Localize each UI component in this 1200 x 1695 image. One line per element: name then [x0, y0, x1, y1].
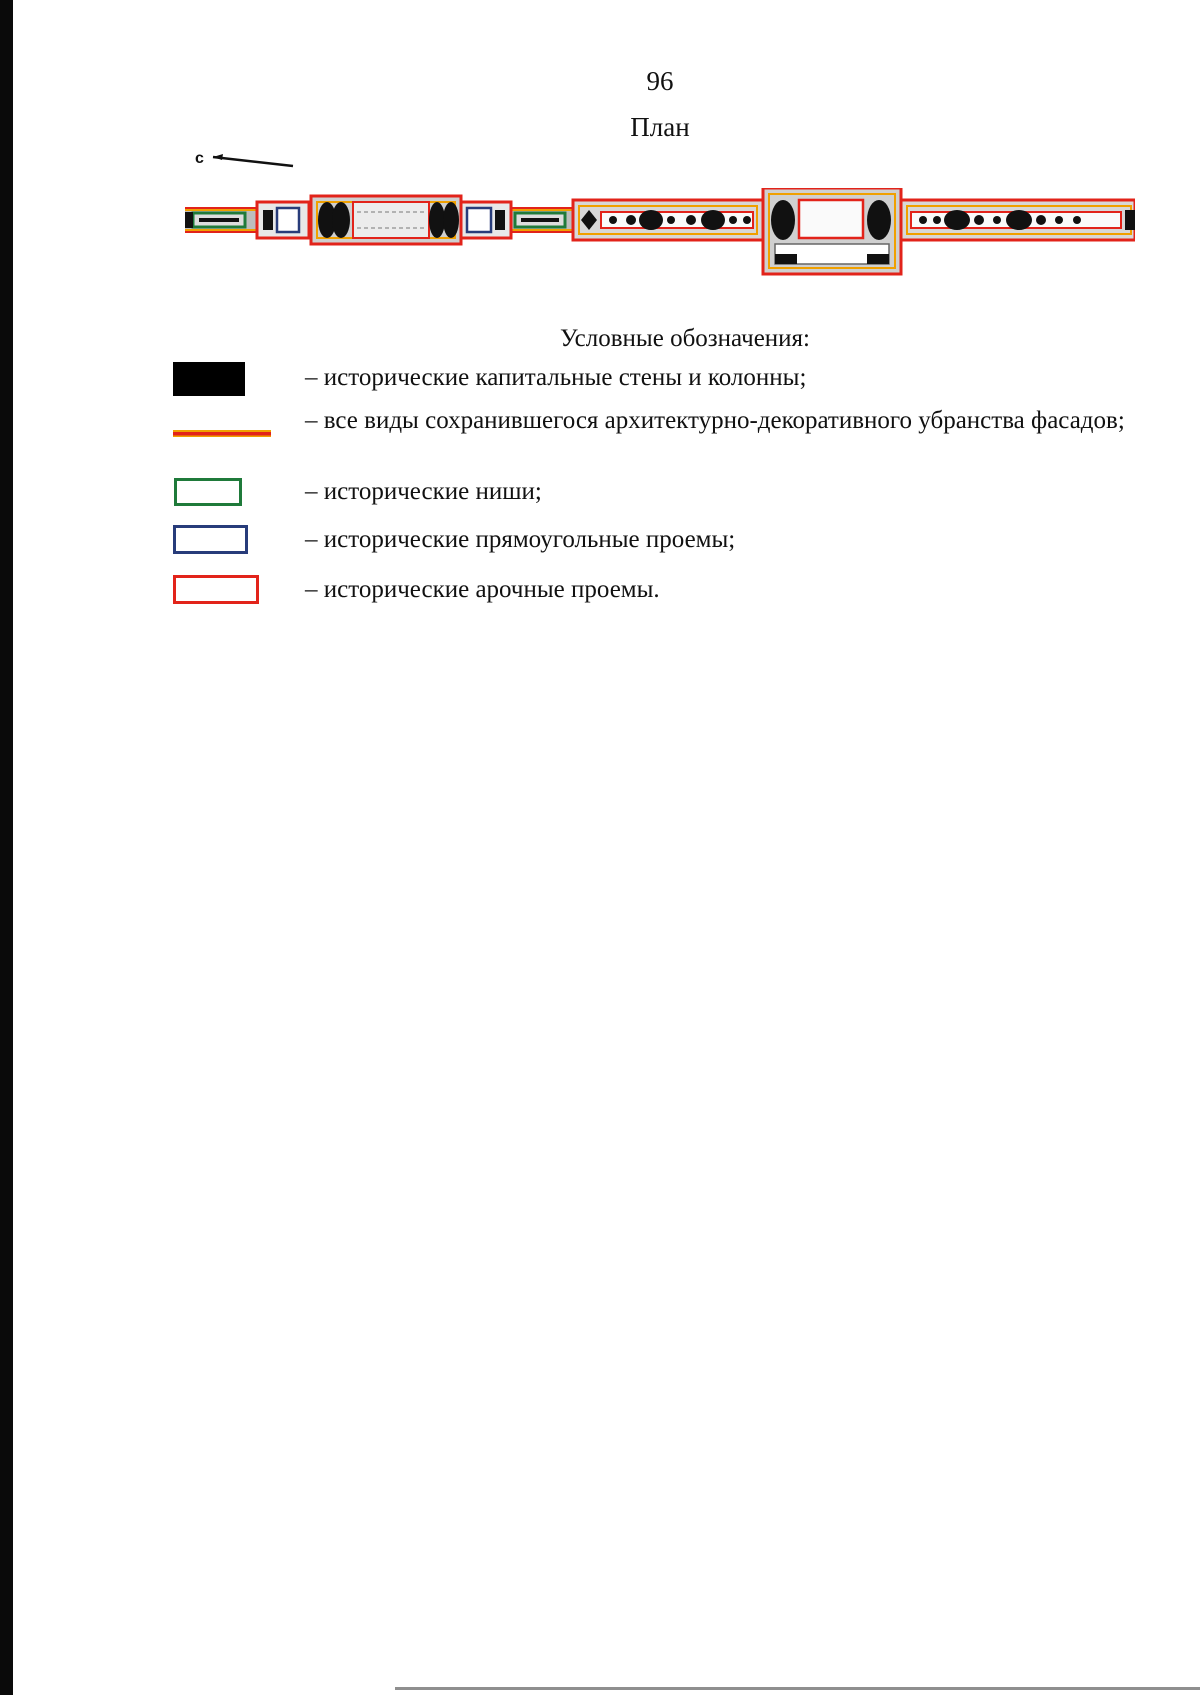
legend-swatch-blue-rect	[173, 525, 248, 554]
legend-swatch-black	[173, 362, 245, 396]
north-arrow-label: с	[195, 150, 204, 167]
page-number: 96	[646, 66, 674, 96]
plan-title: План	[630, 112, 690, 142]
arched-opening-pavilion-left	[353, 202, 429, 238]
scan-edge-left	[0, 0, 13, 1695]
floor-plan-drawing	[185, 188, 1135, 288]
legend-heading: Условные обозначения:	[559, 325, 811, 352]
north-arrow-icon	[195, 146, 295, 176]
legend-text-decor: – все виды сохранившегося архитектурно-декоративного убранства фасадов;	[305, 407, 1125, 434]
legend-text-arched-openings: – исторические арочные проемы.	[305, 576, 660, 603]
legend-swatch-green-rect	[174, 478, 242, 506]
legend-swatch-red-rect	[173, 575, 259, 604]
legend-text-walls: – исторические капитальные стены и колонны;	[305, 364, 807, 391]
rect-opening-mid	[467, 208, 491, 232]
legend-swatch-red-line	[173, 430, 271, 437]
rect-opening-left	[277, 208, 299, 232]
legend-text-niches: – исторические ниши;	[305, 478, 542, 505]
arched-opening-central	[799, 200, 863, 238]
scan-edge-bottom	[395, 1687, 1200, 1690]
legend-text-rect-openings: – исторические прямоугольные проемы;	[305, 526, 736, 553]
